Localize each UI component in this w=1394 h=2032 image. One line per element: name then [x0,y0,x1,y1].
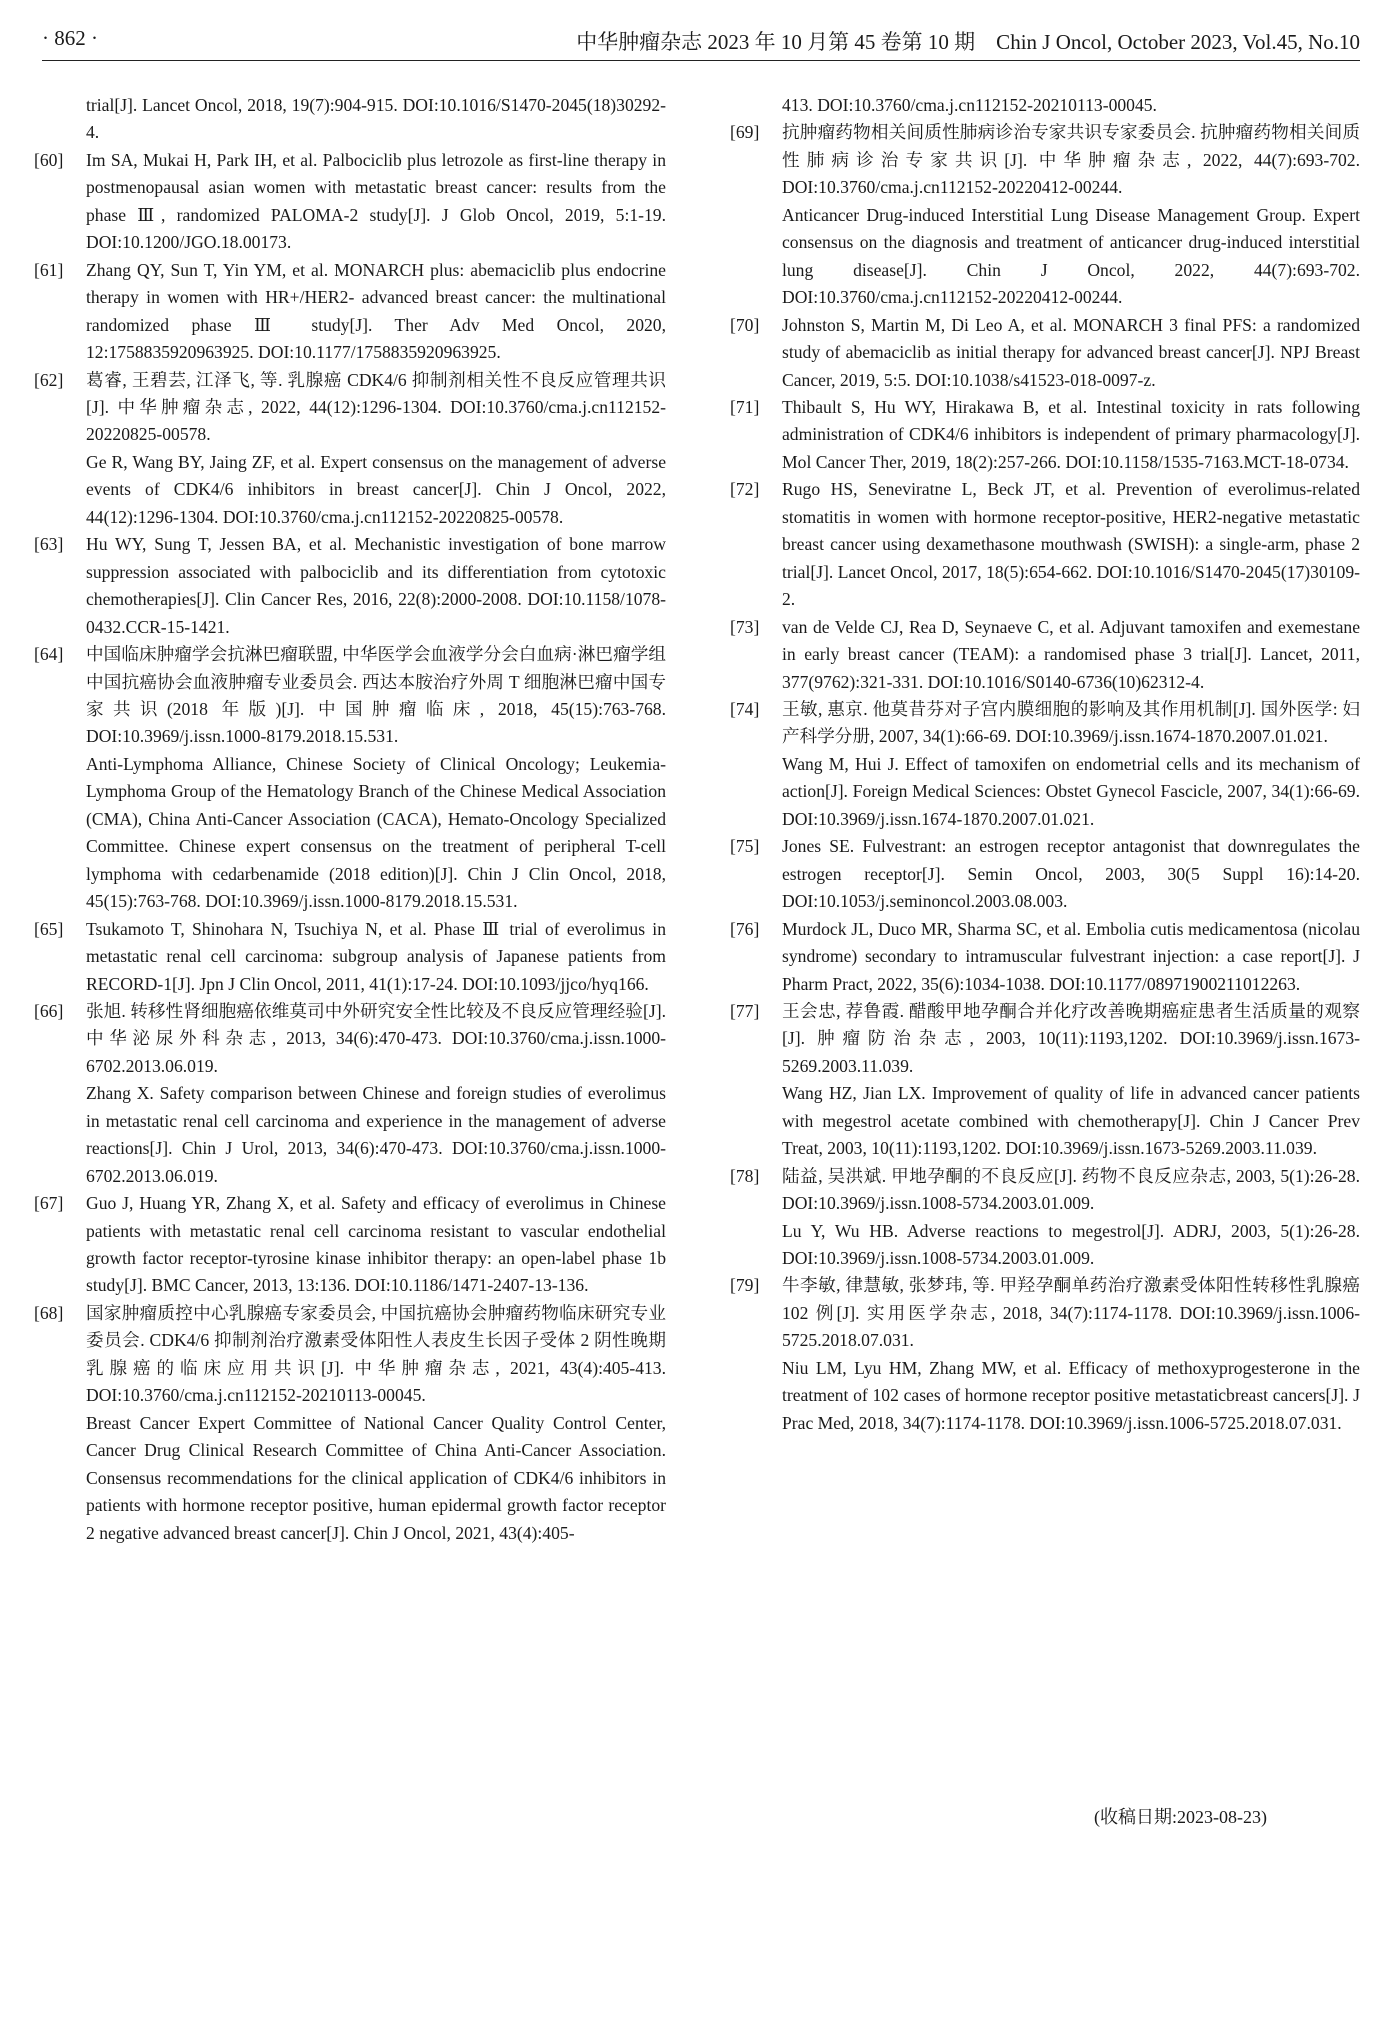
reference-number: [79] [730,1275,760,1296]
journal-citation-line: 中华肿瘤杂志 2023 年 10 月第 45 卷第 10 期 Chin J Oncol, October 2023, Vol.45, No.10 [576,30,1360,54]
reference-text: 陆益, 吴洪斌. 甲地孕酮的不良反应[J]. 药物不良反应杂志, 2003, 5(1):26-28. DOI:10.3969/j.issn.1008-5734.2003.01.009. [782,1165,1360,1214]
reference-text: Tsukamoto T, Shinohara N, Tsuchiya N, et al. Phase Ⅲ trial of everolimus in metastatic renal cell carcinoma: subgroup analysis of Japanese patients from RECORD-1[J]. Jpn J Clin Oncol, 2011, 41(1):17-24. DOI:10.1093/jjco/hyq166. [86,918,666,994]
reference-item [730,1163,1360,1273]
reference-text: Jones SE. Fulvestrant: an estrogen receptor antagonist that downregulates the estrogen receptor[J]. Semin Oncol, 2003, 30(5 Suppl 16):14-20. DOI:10.1053/j.seminoncol.2003.08.003. [782,836,1360,912]
left-column [34,92,666,1547]
reference-continuation: trial[J]. Lancet Oncol, 2018, 19(7):904-915. DOI:10.1016/S1470-2045(18)30292-4. [86,95,666,143]
reference-english-translation: Breast Cancer Expert Committee of National Cancer Quality Control Center, Cancer Drug Clinical Research Committee of China Anti-Cancer Association. Consensus recommendations for the clinical application of CDK4/6 inhibitors in patients with hormone receptor positive, human epidermal growth factor receptor 2 negative advanced breast cancer[J]. Chin J Oncol, 2021, 43(4):405- [86,1412,666,1543]
right-column [730,92,1360,1437]
reference-text: 王会忠, 荐鲁霞. 醋酸甲地孕酮合并化疗改善晚期癌症患者生活质量的观察[J]. 肿瘤防治杂志, 2003, 10(11):1193,1202. DOI:10.3969/j.issn.1673-5269.2003.11.039. [782,1000,1360,1076]
reference-item [34,1190,666,1300]
reference-english-translation: Niu LM, Lyu HM, Zhang MW, et al. Efficacy of methoxyprogesterone in the treatment of 102 cases of hormone receptor positive metastaticbreast cancers[J]. J Prac Med, 2018, 34(7):1174-1178. DOI:10.3969/j.issn.1006-5725.2018.07.031. [782,1357,1360,1433]
reference-text: 张旭. 转移性肾细胞癌依维莫司中外研究安全性比较及不良反应管理经验[J]. 中华泌尿外科杂志, 2013, 34(6):470-473. DOI:10.3760/cma.j.issn.1000-6702.2013.06.019. [86,1000,666,1076]
reference-text: van de Velde CJ, Rea D, Seynaeve C, et al. Adjuvant tamoxifen and exemestane in early breast cancer (TEAM): a randomised phase 3 trial[J]. Lancet, 2011, 377(9762):321-331. DOI:10.1016/S0140-6736(10)62312-4. [782,616,1360,692]
reference-number: [63] [34,534,64,555]
reference-text: Murdock JL, Duco MR, Sharma SC, et al. Embolia cutis medicamentosa (nicolau syndrome) secondary to intramuscular fulvestrant injection: a case report[J]. J Pharm Pract, 2022, 35(6):1034-1038. DOI:10.1177/08971900211012263. [782,918,1360,994]
reference-item [34,641,666,916]
reference-item [730,394,1360,476]
reference-number: [76] [730,918,760,939]
reference-item [34,367,666,532]
reference-number: [71] [730,396,760,417]
reference-number: [68] [34,1302,64,1323]
reference-text: 抗肿瘤药物相关间质性肺病诊治专家共识专家委员会. 抗肿瘤药物相关间质性肺病诊治专家共识[J]. 中华肿瘤杂志, 2022, 44(7):693-702. DOI:10.3760/cma.j.cn112152-20220412-00244. [782,122,1360,198]
reference-item [730,833,1360,915]
reference-number: [65] [34,918,64,939]
reference-item [730,119,1360,311]
reference-number: [67] [34,1193,64,1214]
reference-english-translation: Wang M, Hui J. Effect of tamoxifen on endometrial cells and its mechanism of action[J]. Foreign Medical Sciences: Obstet Gynecol Fascicle, 2007, 34(1):66-69. DOI:10.3969/j.issn.1674-1870.2007.01.021. [782,753,1360,829]
reference-list-left [34,147,666,1547]
reference-number: [66] [34,1000,64,1021]
reference-number: [60] [34,149,64,170]
reference-text: Guo J, Huang YR, Zhang X, et al. Safety and efficacy of everolimus in Chinese patients with metastatic renal cell carcinoma resistant to vascular endothelial growth factor receptor-tyrosine kinase inhibitor therapy: an open-label phase 1b study[J]. BMC Cancer, 2013, 13:136. DOI:10.1186/1471-2407-13-136. [86,1193,666,1296]
reference-text: Zhang QY, Sun T, Yin YM, et al. MONARCH plus: abemaciclib plus endocrine therapy in women with HR+/HER2- advanced breast cancer: the multinational randomized phase Ⅲ study[J]. Ther Adv Med Oncol, 2020, 12:1758835920963925. DOI:10.1177/1758835920963925. [86,259,666,363]
reference-text: 牛李敏, 律慧敏, 张梦玮, 等. 甲羟孕酮单药治疗激素受体阳性转移性乳腺癌 102 例[J]. 实用医学杂志, 2018, 34(7):1174-1178. DOI:10.3969/j.issn.1006-5725.2018.07.031. [782,1275,1360,1351]
running-header [42,24,1360,61]
reference-text: Rugo HS, Seneviratne L, Beck JT, et al. Prevention of everolimus-related stomatitis in women with hormone receptor-positive, HER2-negative metastatic breast cancer using dexamethasone mouthwash (SWISH): a single-arm, phase 2 trial[J]. Lancet Oncol, 2017, 18(5):654-662. DOI:10.1016/S1470-2045(17)30109-2. [782,479,1360,610]
reference-item [730,476,1360,613]
reference-number: [73] [730,616,760,637]
reference-english-translation: Anti-Lymphoma Alliance, Chinese Society of Clinical Oncology; Leukemia-Lymphoma Group of the Hematology Branch of the Chinese Medical Association (CMA), China Anti-Cancer Association (CACA), Hemato-Oncology Specialized Committee. Chinese expert consensus on the treatment of peripheral T-cell lymphoma with cedarbenamide (2018 edition)[J]. Chin J Clin Oncol, 2018, 45(15):763-768. DOI:10.3969/j.issn.1000-8179.2018.15.531. [86,753,666,912]
reference-english-translation: Wang HZ, Jian LX. Improvement of quality of life in advanced cancer patients with megestrol acetate combined with chemotherapy[J]. Chin J Cancer Prev Treat, 2003, 10(11):1193,1202. DOI:10.3969/j.issn.1673-5269.2003.11.039. [782,1083,1360,1159]
page-number: · 862 · [42,26,98,50]
reference-number: [62] [34,369,64,390]
reference-number: [72] [730,479,760,500]
reference-text: 中国临床肿瘤学会抗淋巴瘤联盟, 中华医学会血液学分会白血病·淋巴瘤学组中国抗癌协会血液肿瘤专业委员会. 西达本胺治疗外周 T 细胞淋巴瘤中国专家共识(2018 年版)[J]. 中国肿瘤临床, 2018, 45(15):763-768. DOI:10.3969/j.issn.1000-8179.2018.15.531. [86,644,666,747]
reference-number: [70] [730,314,760,335]
reference-item [730,614,1360,696]
reference-number: [77] [730,1000,760,1021]
reference-item [730,696,1360,833]
reference-item [730,1272,1360,1437]
reference-english-translation: Zhang X. Safety comparison between Chinese and foreign studies of everolimus in metastatic renal cell carcinoma and experience in the management of adverse reactions[J]. Chin J Urol, 2013, 34(6):470-473. DOI:10.3760/cma.j.issn.1000-6702.2013.06.019. [86,1083,666,1186]
reference-item [730,916,1360,998]
reference-number: [61] [34,259,64,280]
reference-number: [78] [730,1165,760,1186]
reference-text: Im SA, Mukai H, Park IH, et al. Palbociclib plus letrozole as first-line therapy in postmenopausal asian women with metastatic breast cancer: results from the phase Ⅲ, randomized PALOMA-2 study[J]. J Glob Oncol, 2019, 5:1-19. DOI:10.1200/JGO.18.00173. [86,149,666,253]
reference-text: 葛睿, 王碧芸, 江泽飞, 等. 乳腺癌 CDK4/6 抑制剂相关性不良反应管理共识[J]. 中华肿瘤杂志, 2022, 44(12):1296-1304. DOI:10.3760/cma.j.cn112152-20220825-00578. [86,369,666,445]
reference-list-right [730,119,1360,1437]
reference-continuation: 413. DOI:10.3760/cma.j.cn112152-20210113-00045. [782,95,1157,115]
reference-text: Johnston S, Martin M, Di Leo A, et al. MONARCH 3 final PFS: a randomized study of abemaciclib as initial therapy for advanced breast cancer[J]. NPJ Breast Cancer, 2019, 5:5. DOI:10.1038/s41523-018-0097-z. [782,314,1360,390]
reference-item [730,998,1360,1163]
reference-item [730,312,1360,394]
reference-item [34,1300,666,1547]
reference-item [34,998,666,1190]
reference-item [34,531,666,641]
reference-item [34,257,666,367]
received-date: (收稿日期:2023-08-23) [1094,1807,1267,1827]
reference-item [34,147,666,257]
reference-english-translation: Lu Y, Wu HB. Adverse reactions to megestrol[J]. ADRJ, 2003, 5(1):26-28. DOI:10.3969/j.issn.1008-5734.2003.01.009. [782,1220,1360,1269]
reference-english-translation: Anticancer Drug-induced Interstitial Lung Disease Management Group. Expert consensus on the diagnosis and treatment of anticancer drug-induced interstitial lung disease[J]. Chin J Oncol, 2022, 44(7):693-702. DOI:10.3760/cma.j.cn112152-20220412-00244. [782,204,1360,308]
reference-text: Thibault S, Hu WY, Hirakawa B, et al. Intestinal toxicity in rats following administration of CDK4/6 inhibitors is independent of primary pharmacology[J]. Mol Cancer Ther, 2019, 18(2):257-266. DOI:10.1158/1535-7163.MCT-18-0734. [782,396,1360,472]
reference-text: 王敏, 惠京. 他莫昔芬对子宫内膜细胞的影响及其作用机制[J]. 国外医学: 妇产科学分册, 2007, 34(1):66-69. DOI:10.3969/j.issn.1674-1870.2007.01.021. [782,698,1360,747]
reference-number: [74] [730,698,760,719]
reference-text: Hu WY, Sung T, Jessen BA, et al. Mechanistic investigation of bone marrow suppression associated with palbociclib and its differentiation from cytotoxic chemotherapies[J]. Clin Cancer Res, 2016, 22(8):2000-2008. DOI:10.1158/1078-0432.CCR-15-1421. [86,534,666,637]
reference-number: [69] [730,122,760,143]
reference-item [34,916,666,998]
reference-english-translation: Ge R, Wang BY, Jaing ZF, et al. Expert consensus on the management of adverse events of CDK4/6 inhibitors in breast cancer[J]. Chin J Oncol, 2022, 44(12):1296-1304. DOI:10.3760/cma.j.cn112152-20220825-00578. [86,451,666,527]
reference-text: 国家肿瘤质控中心乳腺癌专家委员会, 中国抗癌协会肿瘤药物临床研究专业委员会. CDK4/6 抑制剂治疗激素受体阳性人表皮生长因子受体 2 阴性晚期乳腺癌的临床应用共识[J]. 中华肿瘤杂志, 2021, 43(4):405-413. DOI:10.3760/cma.j.cn112152-20210113-00045. [86,1302,666,1406]
reference-number: [75] [730,836,760,857]
reference-number: [64] [34,644,64,665]
